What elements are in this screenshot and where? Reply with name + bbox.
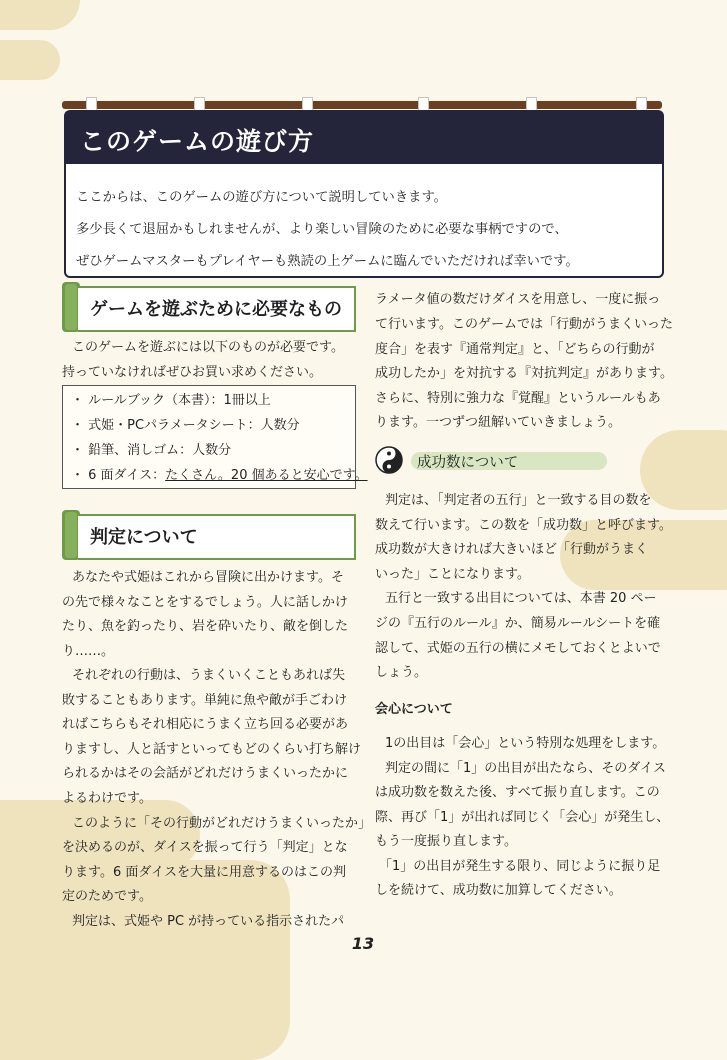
judgement-line: り……。 bbox=[62, 644, 115, 659]
page-title: このゲームの遊び方 bbox=[80, 127, 315, 156]
subsection-heading-critical: 会心について bbox=[375, 702, 453, 717]
banner-intro bbox=[64, 164, 664, 278]
list-item: ・ 鉛筆、消しゴム：人数分 bbox=[71, 443, 232, 458]
critical-line: 1の出目は「会心」という特別な処理をします。 bbox=[385, 736, 666, 751]
banner-title-box bbox=[64, 110, 664, 164]
judgement-line: あなたや式姫はこれから冒険に出かけます。そ bbox=[72, 570, 344, 585]
intro-line: 多少長くて退屈かもしれませんが、より楽しい冒険のために必要な事柄ですので、 bbox=[76, 222, 568, 237]
section-heading-label: 判定について bbox=[90, 527, 198, 548]
success-line: ジの『五行のルール』か、簡易ルールシートを確 bbox=[375, 616, 661, 631]
subsection-heading-label: 成功数について bbox=[417, 455, 519, 471]
required-items-list bbox=[62, 385, 368, 489]
success-line: しょう。 bbox=[375, 665, 428, 680]
critical-line: は成功数を数えた後、すべて振り直します。この bbox=[375, 785, 660, 800]
judgement-line: ればこちらもそれ相応にうまく立ち回る必要があ bbox=[62, 717, 349, 732]
critical-line: 「1」の出目が発生する限り、同じように振り足 bbox=[379, 859, 661, 874]
judgement-line: の先で様々なことをするでしょう。人に話しかけ bbox=[62, 595, 348, 610]
judgement-line: られるかはその会話がどれだけうまくいったかに bbox=[62, 766, 349, 781]
list-item: ・ 式姫・PCパラメータシート：人数分 bbox=[71, 418, 300, 433]
right-line: さらに、特別に強力な『覚醒』というルールもあ bbox=[375, 391, 661, 406]
judgement-line: たり、魚を釣ったり、岩を砕いたり、敵を倒した bbox=[62, 619, 349, 634]
critical-line: もう一度振り直します。 bbox=[375, 834, 517, 849]
banner-rod bbox=[62, 101, 662, 109]
judgement-line: よるわけです。 bbox=[62, 791, 152, 806]
judgement-line: りますし、人と話すといってもどのくらい打ち解け bbox=[62, 742, 362, 757]
success-line: 成功数が大きければ大きいほど「行動がうまく bbox=[375, 542, 649, 557]
success-line: 数えて行います。この数を「成功数」と呼びます。 bbox=[375, 518, 672, 533]
list-item bbox=[71, 464, 368, 483]
list-item-label: ・ 6 面ダイス： bbox=[71, 468, 166, 483]
list-item: ・ ルールブック（本書）：1冊以上 bbox=[71, 393, 271, 408]
judgement-line: このように「その行動がどれだけうまくいったか」 bbox=[72, 816, 372, 831]
page-number: 13 bbox=[351, 934, 375, 953]
right-line: て行います。このゲームでは「行動がうまくいった bbox=[375, 317, 673, 332]
critical-line: 際、再び「1」が出れば同じく「会心」が発生し、 bbox=[375, 810, 670, 825]
yin-yang-icon bbox=[375, 446, 403, 474]
judgement-line: を決めるのが、ダイスを振って行う「判定」とな bbox=[62, 840, 348, 855]
success-line: いった」ことになります。 bbox=[375, 567, 530, 582]
items-intro-line: 持っていなければぜひお買い求めください。 bbox=[62, 365, 323, 380]
right-line: 度合」を表す『通常判定』と、「どちらの行動が bbox=[375, 342, 655, 357]
intro-line: ここからは、このゲームの遊び方について説明していきます。 bbox=[76, 190, 447, 205]
section-heading-judgement bbox=[62, 510, 356, 560]
judgement-line: ります。6 面ダイスを大量に用意するのはこの判 bbox=[62, 865, 346, 880]
judgement-line: 敗することもあります。単純に魚や敵が手ごわけ bbox=[62, 693, 347, 708]
right-line: ラメータ値の数だけダイスを用意し、一度に振っ bbox=[375, 292, 661, 307]
judgement-line: 判定は、式姫や PC が持っている指示されたパ bbox=[72, 914, 345, 929]
section-heading-label: ゲームを遊ぶために必要なもの bbox=[90, 299, 342, 320]
subsection-heading-success bbox=[375, 446, 611, 476]
section-heading-items bbox=[62, 282, 356, 332]
judgement-line: 定のためです。 bbox=[62, 889, 152, 904]
success-line: 判定は、「判定者の五行」と一致する目の数を bbox=[385, 493, 652, 508]
judgement-line: それぞれの行動は、うまくいくこともあれば失 bbox=[72, 668, 346, 683]
right-line: 成功したか」を対抗する『対抗判定』があります。 bbox=[375, 366, 673, 381]
dice-note: たくさん。20 個あると安心です。 bbox=[165, 468, 368, 483]
critical-line: しを続けて、成功数に加算してください。 bbox=[375, 883, 622, 898]
success-line: 認して、式姫の五行の横にメモしておくとよいで bbox=[375, 641, 661, 656]
items-intro-line: このゲームを遊ぶには以下のものが必要です。 bbox=[72, 340, 344, 355]
success-line: 五行と一致する出目については、本書 20 ペー bbox=[385, 591, 657, 606]
right-line: ります。一つずつ紐解いていきましょう。 bbox=[375, 415, 621, 430]
intro-line: ぜひゲームマスターもプレイヤーも熟読の上ゲームに臨んでいただければ幸いです。 bbox=[76, 254, 579, 269]
critical-line: 判定の間に「1」の出目が出たなら、そのダイス bbox=[385, 761, 666, 776]
